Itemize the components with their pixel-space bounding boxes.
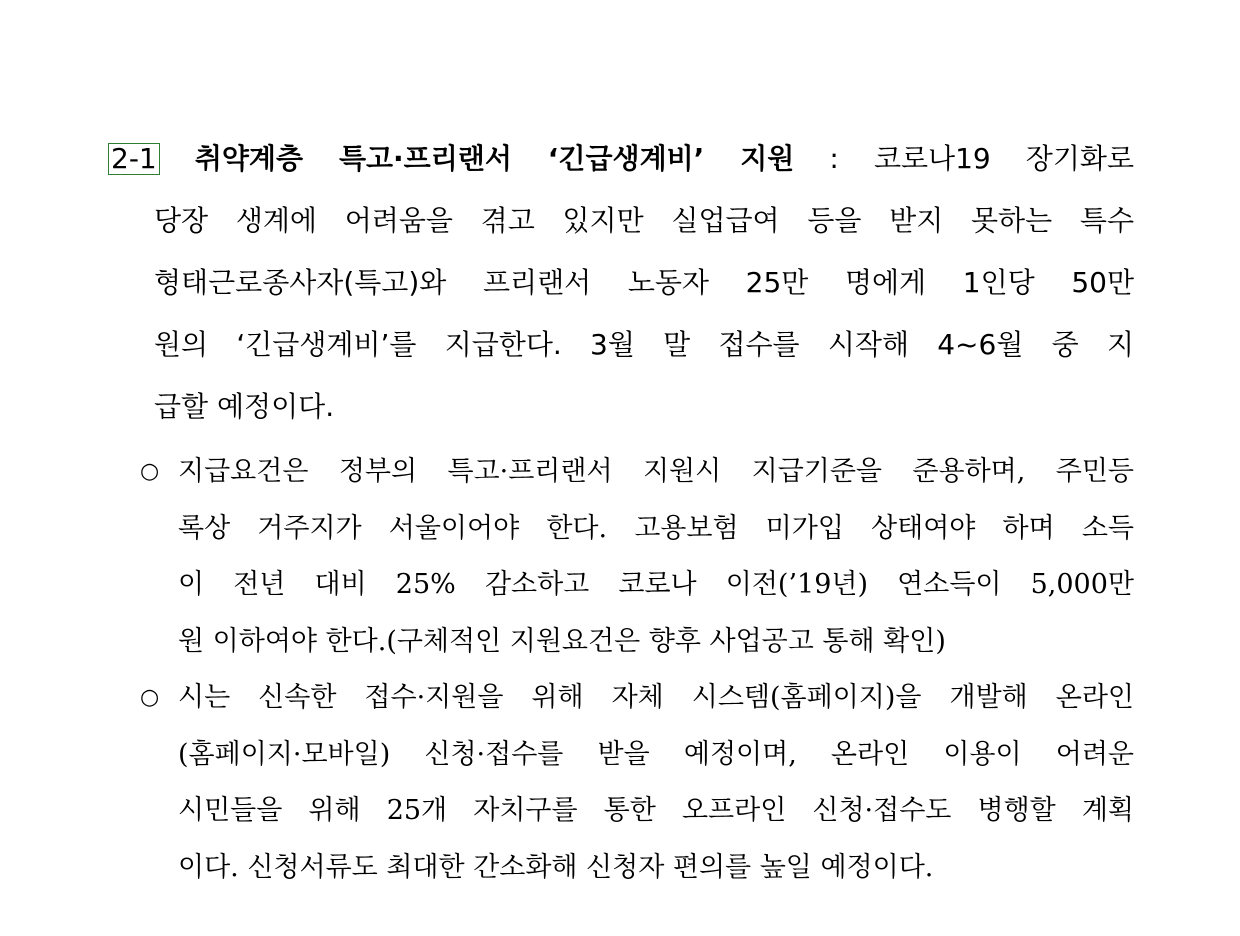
bullet-line: 이 전년 대비 25% 감소하고 코로나 이전(’19년) 연소득이 5,000만 — [178, 569, 1134, 600]
section-body-line: 원의 ‘긴급생계비’를 지급한다. 3월 말 접수를 시작해 4~6월 중 지 — [154, 328, 1134, 361]
bullet-line: 원 이하여야 한다.(구체적인 지원요건은 향후 사업공고 통해 확인) — [178, 625, 946, 657]
section-2-1 — [108, 128, 1134, 438]
section-title: 취약계층 특고·프리랜서 ‘긴급생계비’ 지원 — [194, 142, 795, 175]
section-body-line: 급할 예정이다. — [154, 390, 335, 423]
section-heading-rest: : 코로나19 장기화로 — [794, 142, 1134, 175]
circle-bullet-icon: ○ — [140, 685, 160, 710]
bullet-item-application — [140, 670, 1134, 896]
bullet-list — [140, 444, 1134, 896]
bullet-line: 지급요건은 정부의 특고·프리랜서 지원시 지급기준을 준용하며, 주민등 — [178, 456, 1134, 487]
circle-bullet-icon: ○ — [140, 459, 160, 484]
bullet-line: 이다. 신청서류도 최대한 간소화해 신청자 편의를 높일 예정이다. — [178, 851, 934, 883]
section-body-line: 형태근로종사자(특고)와 프리랜서 노동자 25만 명에게 1인당 50만 — [154, 266, 1134, 299]
section-heading — [108, 128, 1134, 190]
bullet-line: (홈페이지·모바일) 신청·접수를 받을 예정이며, 온라인 이용이 어려운 — [178, 738, 1134, 770]
section-number-box: 2-1 — [108, 143, 160, 175]
bullet-item-eligibility — [140, 444, 1134, 670]
bullet-line: 시민들을 위해 25개 자치구를 통한 오프라인 신청·접수도 병행할 계획 — [178, 795, 1134, 826]
bullet-line: 록상 거주지가 서울이어야 한다. 고용보험 미가입 상태여야 하며 소득 — [178, 512, 1134, 544]
section-body-line: 당장 생계에 어려움을 겪고 있지만 실업급여 등을 받지 못하는 특수 — [154, 204, 1134, 237]
bullet-line: 시는 신속한 접수·지원을 위해 자체 시스템(홈페이지)을 개발해 온라인 — [178, 682, 1134, 713]
